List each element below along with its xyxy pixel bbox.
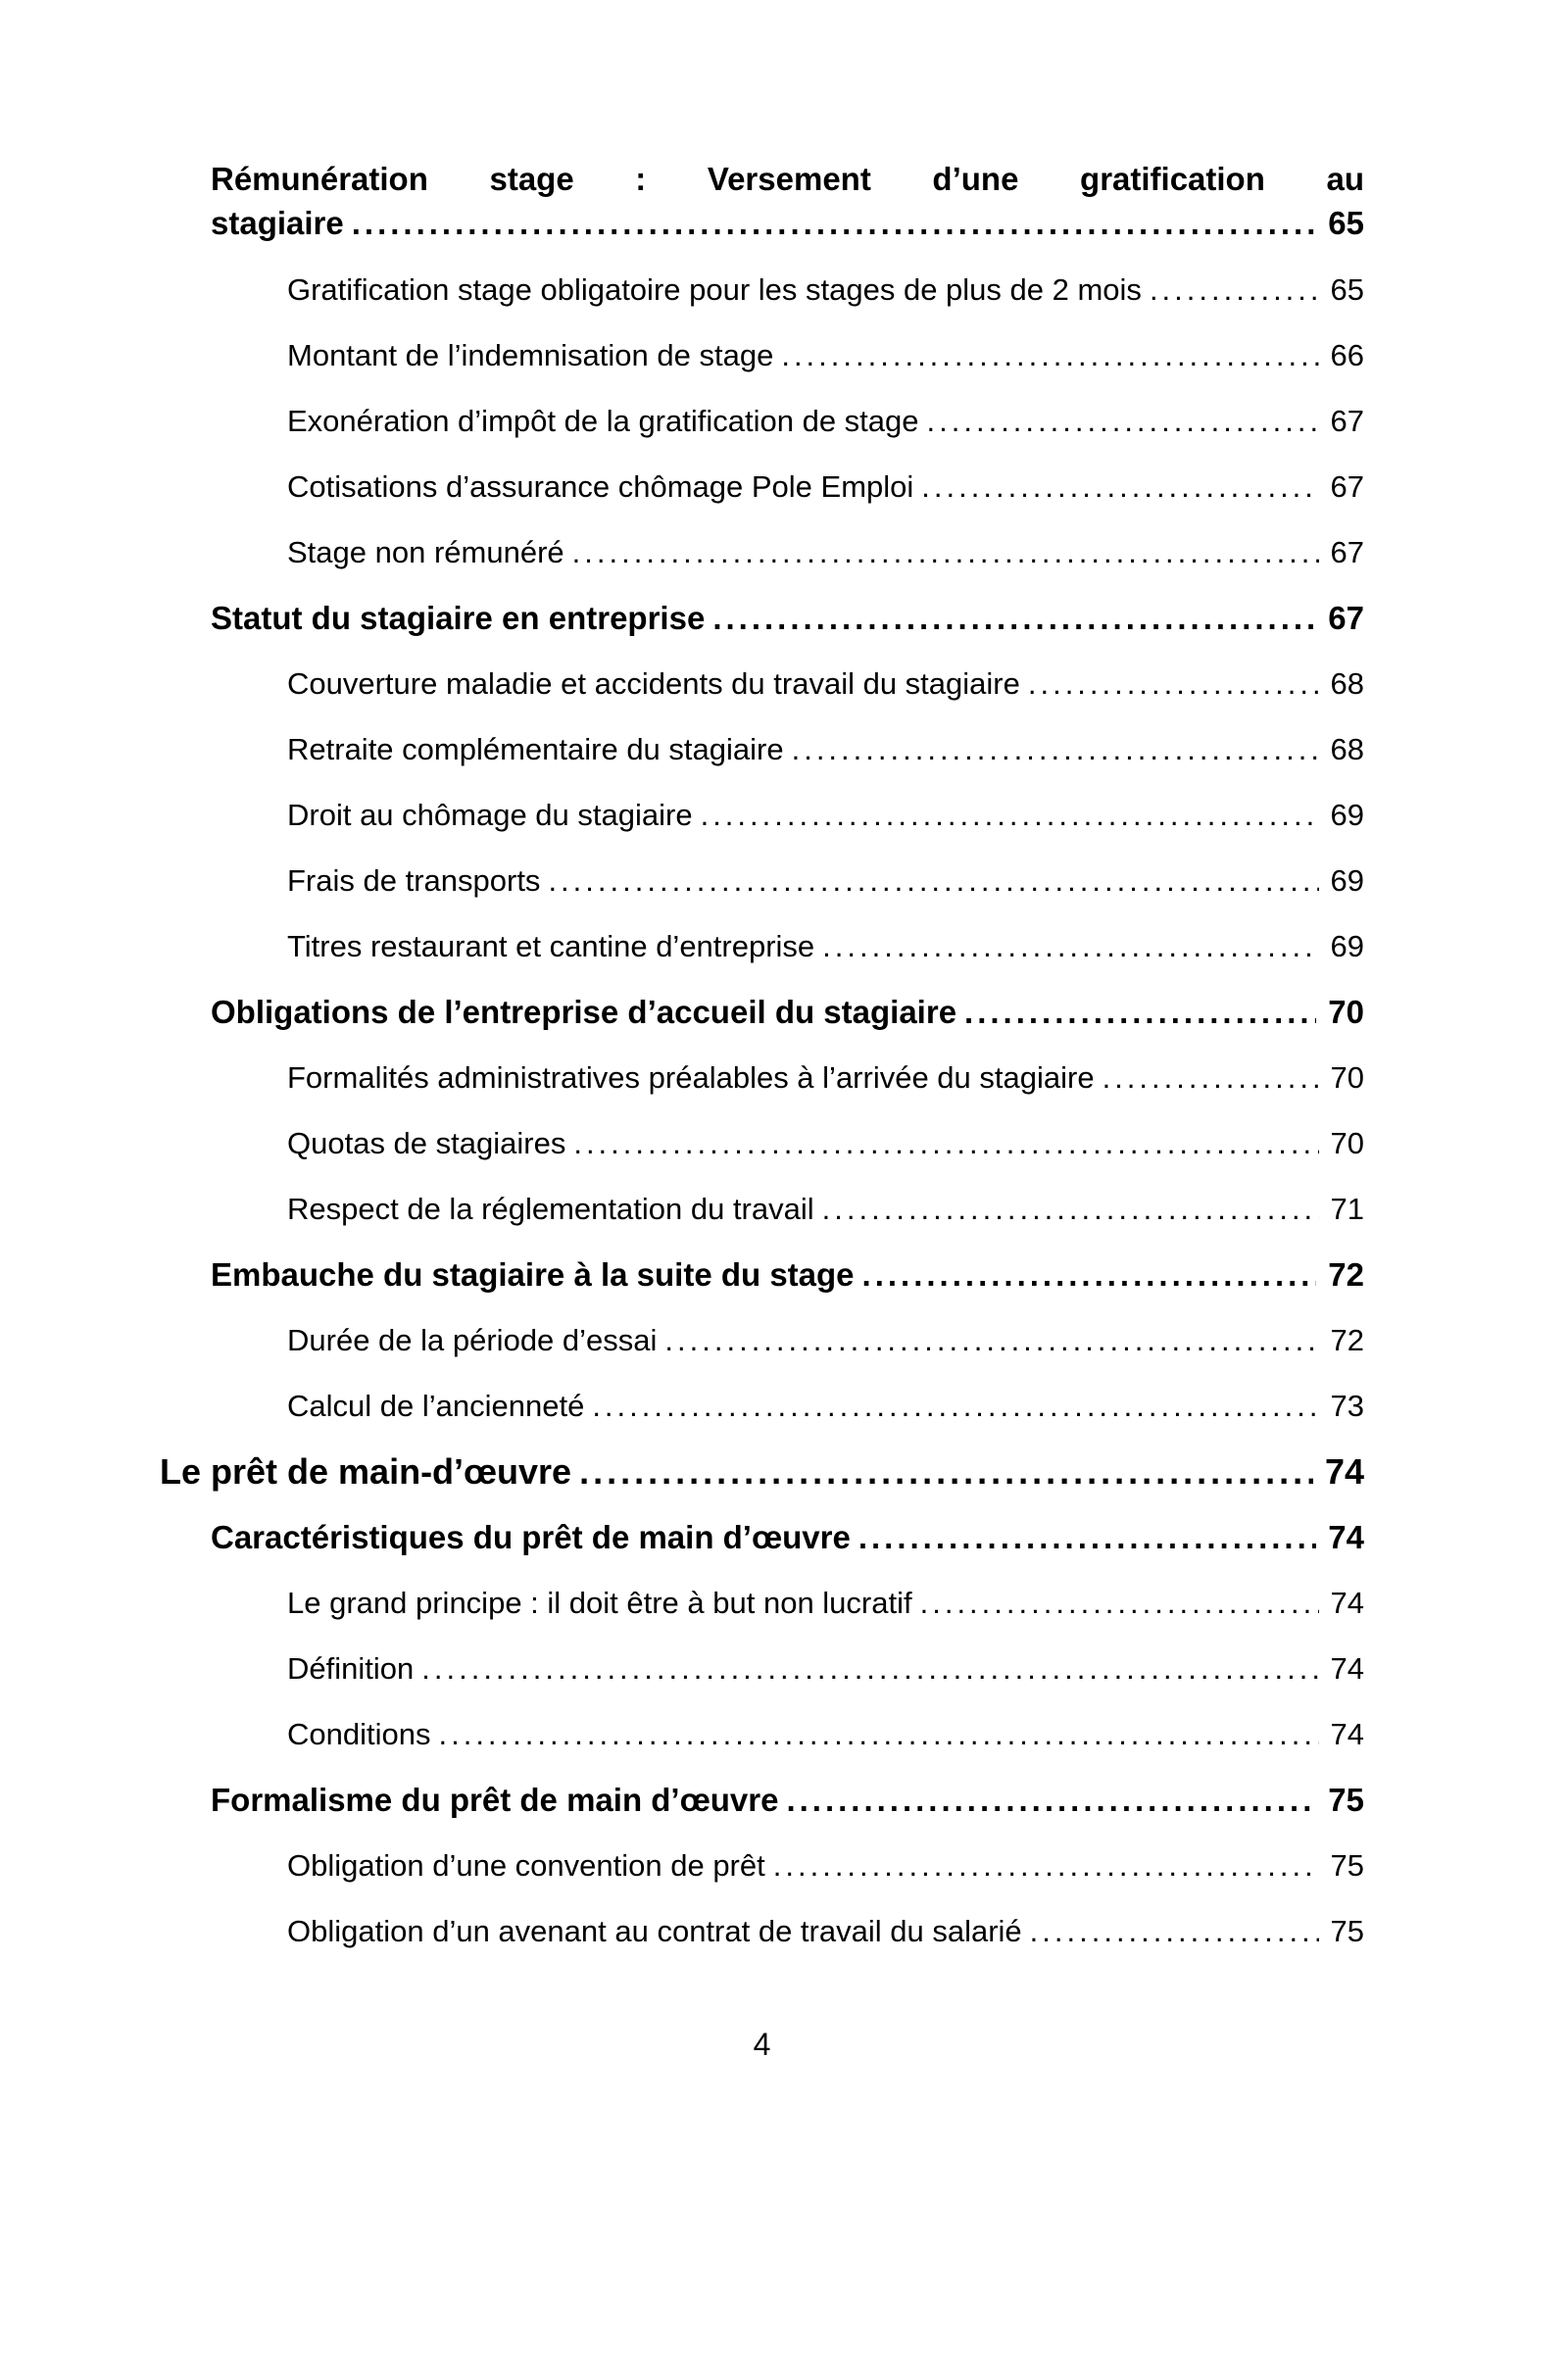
toc-entry-page: 74 xyxy=(1328,1519,1364,1555)
dot-leader xyxy=(592,1373,1318,1439)
dot-leader xyxy=(1028,651,1319,716)
toc-entry-label: Conditions xyxy=(287,1717,431,1751)
toc-entry-label-line1: Rémunération stage : Versement d’une gratification au xyxy=(211,161,1364,197)
toc-entry-page: 75 xyxy=(1330,1848,1364,1883)
dot-leader xyxy=(352,201,1317,245)
toc-entry-label: Obligations de l’entreprise d’accueil du stagiaire xyxy=(211,994,957,1030)
toc-entry xyxy=(287,322,1364,388)
toc-entry-page: 74 xyxy=(1330,1717,1364,1751)
toc-entry xyxy=(287,782,1364,848)
page-footer xyxy=(160,2023,1364,2067)
dot-leader xyxy=(773,1833,1319,1898)
page-number: 4 xyxy=(753,2027,771,2062)
toc-entry-label-line2: stagiaire xyxy=(211,205,344,241)
dot-leader xyxy=(712,585,1316,651)
dot-leader xyxy=(579,1439,1313,1504)
toc-entry-label: Durée de la période d’essai xyxy=(287,1323,658,1357)
toc-entry xyxy=(287,651,1364,716)
toc-entry xyxy=(287,388,1364,454)
dot-leader xyxy=(1030,1898,1319,1964)
toc-entry-label: Obligation d’un avenant au contrat de travail du salarié xyxy=(287,1914,1022,1948)
toc-entry xyxy=(287,1176,1364,1242)
dot-leader xyxy=(822,913,1318,979)
dot-leader xyxy=(573,1110,1318,1176)
toc-entry-page: 70 xyxy=(1330,1060,1364,1095)
toc-entry-page: 67 xyxy=(1330,469,1364,504)
toc-entry-label: Frais de transports xyxy=(287,863,541,898)
dot-leader xyxy=(781,322,1318,388)
toc-entry-label: Embauche du stagiaire à la suite du stage xyxy=(211,1256,855,1293)
dot-leader xyxy=(920,1570,1319,1636)
toc-entry-label: Quotas de stagiaires xyxy=(287,1126,566,1160)
toc-entry xyxy=(211,1767,1364,1833)
dot-leader xyxy=(862,1242,1317,1307)
dot-leader xyxy=(438,1701,1318,1767)
toc-entry-label: Retraite complémentaire du stagiaire xyxy=(287,732,784,766)
toc-entry-label: Stage non rémunéré xyxy=(287,535,564,569)
toc-entry xyxy=(287,1636,1364,1701)
table-of-contents xyxy=(160,157,1364,1964)
toc-entry-page: 66 xyxy=(1330,338,1364,372)
toc-entry-label: Titres restaurant et cantine d’entreprise xyxy=(287,929,815,963)
toc-entry xyxy=(211,979,1364,1045)
toc-entry-page: 67 xyxy=(1330,535,1364,569)
toc-entry-page: 71 xyxy=(1330,1192,1364,1226)
toc-entry-label: Montant de l’indemnisation de stage xyxy=(287,338,774,372)
dot-leader xyxy=(1102,1045,1319,1110)
dot-leader xyxy=(421,1636,1318,1701)
toc-entry xyxy=(287,257,1364,322)
toc-entry-page: 73 xyxy=(1330,1389,1364,1423)
toc-entry xyxy=(287,1110,1364,1176)
dot-leader xyxy=(572,519,1319,585)
toc-entry-label: Couverture maladie et accidents du travail du stagiaire xyxy=(287,666,1020,701)
toc-entry xyxy=(287,1570,1364,1636)
toc-entry-page: 69 xyxy=(1330,863,1364,898)
toc-entry-page: 67 xyxy=(1328,600,1364,636)
toc-entry-page: 65 xyxy=(1328,205,1364,241)
dot-leader xyxy=(548,848,1318,913)
toc-entry-label: Cotisations d’assurance chômage Pole Emploi xyxy=(287,469,914,504)
toc-entry-label: Caractéristiques du prêt de main d’œuvre xyxy=(211,1519,851,1555)
toc-entry-label: Le grand principe : il doit être à but non lucratif xyxy=(287,1586,912,1620)
dot-leader xyxy=(1150,257,1319,322)
toc-entry xyxy=(211,157,1364,245)
dot-leader xyxy=(664,1307,1318,1373)
toc-entry xyxy=(287,1898,1364,1964)
toc-entry-label: Calcul de l’ancienneté xyxy=(287,1389,585,1423)
toc-entry-page: 69 xyxy=(1330,798,1364,832)
toc-entry-page: 70 xyxy=(1328,994,1364,1030)
toc-entry-page: 69 xyxy=(1330,929,1364,963)
dot-leader xyxy=(964,979,1316,1045)
toc-entry-page: 75 xyxy=(1330,1914,1364,1948)
toc-entry-page: 67 xyxy=(1330,404,1364,438)
toc-entry-label: Le prêt de main-d’œuvre xyxy=(160,1451,572,1492)
toc-entry-page: 68 xyxy=(1330,666,1364,701)
toc-entry-page: 65 xyxy=(1330,272,1364,307)
dot-leader xyxy=(858,1504,1316,1570)
toc-entry-label: Droit au chômage du stagiaire xyxy=(287,798,693,832)
dot-leader xyxy=(822,1176,1319,1242)
toc-entry-label: Statut du stagiaire en entreprise xyxy=(211,600,706,636)
toc-entry-page: 68 xyxy=(1330,732,1364,766)
toc-entry xyxy=(287,1373,1364,1439)
dot-leader xyxy=(792,716,1319,782)
toc-entry-label: Définition xyxy=(287,1651,415,1686)
toc-entry-label: Obligation d’une convention de prêt xyxy=(287,1848,765,1883)
toc-entry xyxy=(287,1307,1364,1373)
toc-entry-continuation xyxy=(211,201,1364,245)
toc-entry-page: 75 xyxy=(1328,1782,1364,1818)
dot-leader xyxy=(701,782,1319,848)
toc-entry xyxy=(287,913,1364,979)
dot-leader xyxy=(786,1767,1316,1833)
dot-leader xyxy=(927,388,1319,454)
toc-entry xyxy=(287,716,1364,782)
dot-leader xyxy=(921,454,1318,519)
toc-entry-page: 74 xyxy=(1330,1586,1364,1620)
toc-entry-label: Respect de la réglementation du travail xyxy=(287,1192,814,1226)
toc-entry xyxy=(287,519,1364,585)
toc-entry-page: 74 xyxy=(1324,1451,1364,1492)
toc-entry xyxy=(287,454,1364,519)
toc-entry xyxy=(211,585,1364,651)
toc-entry-page: 72 xyxy=(1328,1256,1364,1293)
toc-entry xyxy=(160,1439,1364,1504)
toc-entry-page: 70 xyxy=(1330,1126,1364,1160)
toc-entry-label: Exonération d’impôt de la gratification de stage xyxy=(287,404,919,438)
toc-entry-label: Formalisme du prêt de main d’œuvre xyxy=(211,1782,779,1818)
toc-entry-page: 72 xyxy=(1330,1323,1364,1357)
toc-entry-page: 74 xyxy=(1330,1651,1364,1686)
toc-entry xyxy=(287,1833,1364,1898)
toc-entry xyxy=(211,1504,1364,1570)
toc-entry xyxy=(287,1701,1364,1767)
toc-entry xyxy=(287,1045,1364,1110)
toc-entry-label: Formalités administratives préalables à l’arrivée du stagiaire xyxy=(287,1060,1095,1095)
toc-entry xyxy=(211,1242,1364,1307)
toc-entry-label: Gratification stage obligatoire pour les stages de plus de 2 mois xyxy=(287,272,1142,307)
toc-entry xyxy=(287,848,1364,913)
